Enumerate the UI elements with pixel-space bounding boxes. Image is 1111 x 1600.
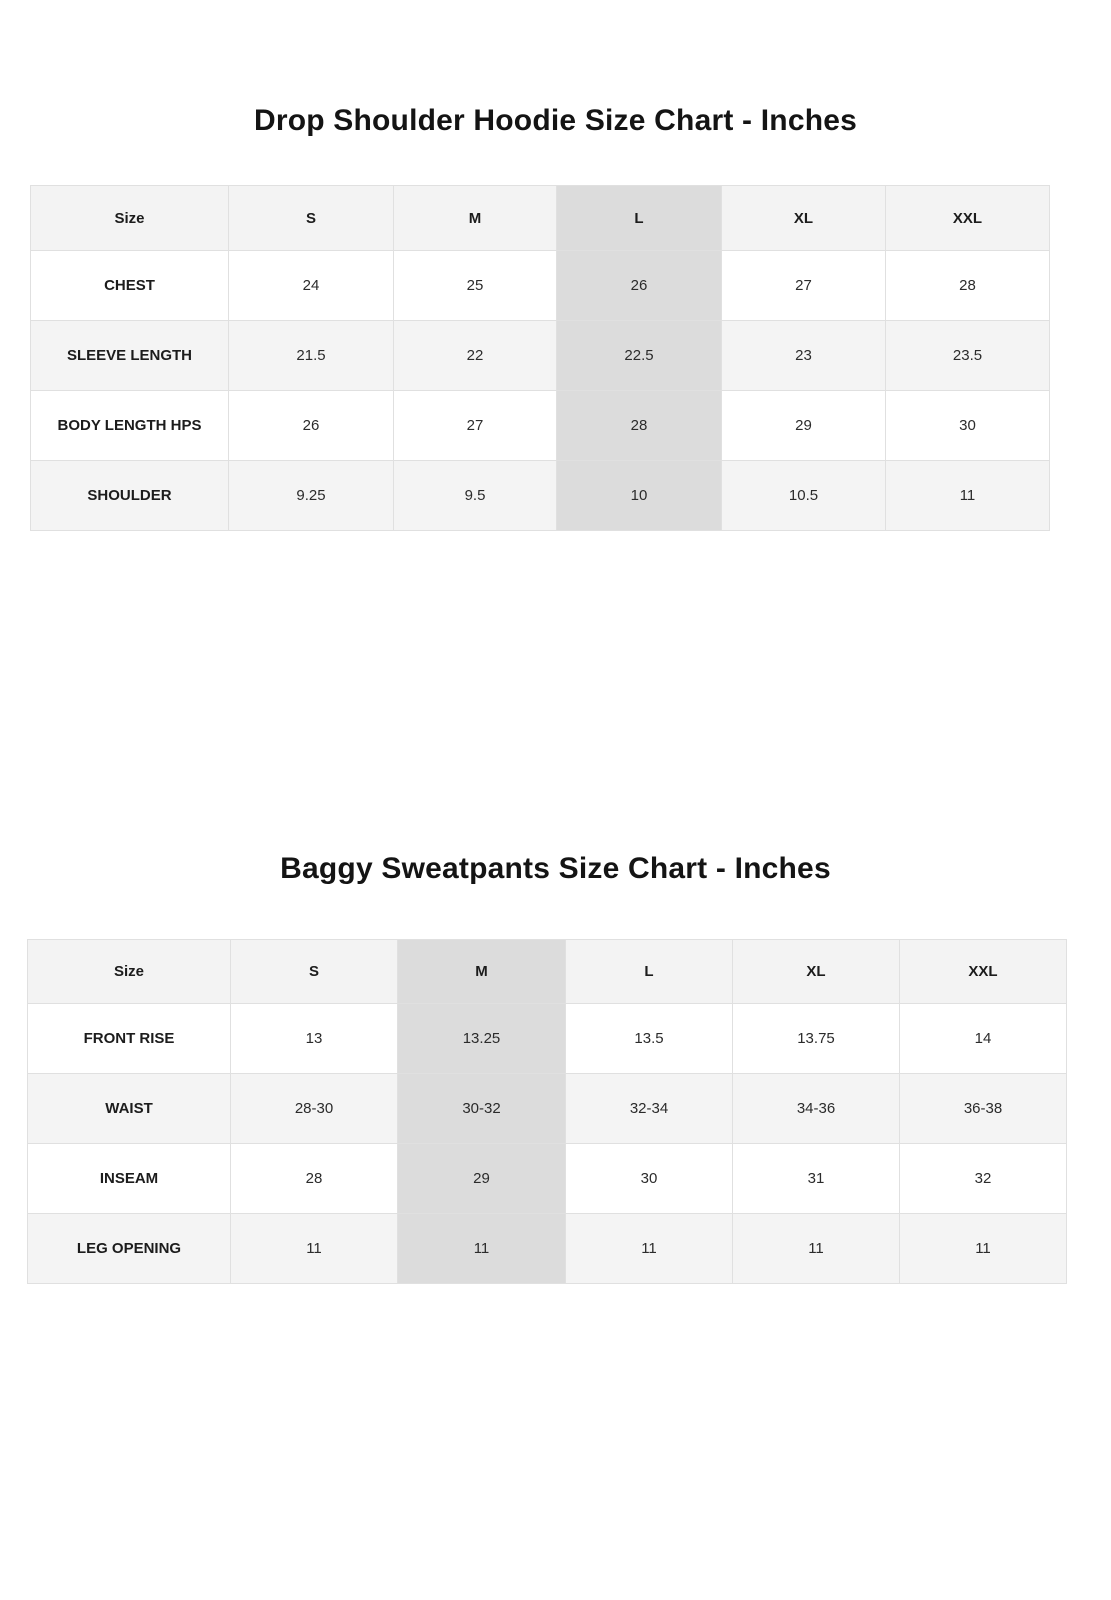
- size-value-cell: 27: [722, 251, 886, 321]
- table-row-front-rise: [28, 1004, 1067, 1074]
- size-value-cell: 14: [900, 1004, 1067, 1074]
- size-value-cell: 25: [394, 251, 557, 321]
- size-value-cell: 28: [886, 251, 1050, 321]
- size-value-cell: 13.5: [566, 1004, 733, 1074]
- size-value-cell: 32-34: [566, 1074, 733, 1144]
- table-row-inseam: [28, 1144, 1067, 1214]
- size-value-cell: 27: [394, 391, 557, 461]
- column-header-xl: XL: [722, 186, 886, 251]
- size-value-cell: 28: [231, 1144, 398, 1214]
- size-value-cell-highlighted: 30-32: [398, 1074, 566, 1144]
- row-label: SHOULDER: [31, 461, 229, 531]
- column-header-xxl: XXL: [886, 186, 1050, 251]
- column-header-xxl: XXL: [900, 940, 1067, 1004]
- column-header-m-highlighted: M: [398, 940, 566, 1004]
- size-value-cell: 31: [733, 1144, 900, 1214]
- row-label: BODY LENGTH HPS: [31, 391, 229, 461]
- row-label: INSEAM: [28, 1144, 231, 1214]
- table-row-body-length-hps: [31, 391, 1050, 461]
- hoodie-header-row: [31, 186, 1050, 251]
- column-header-xl: XL: [733, 940, 900, 1004]
- size-value-cell-highlighted: 13.25: [398, 1004, 566, 1074]
- table-row-sleeve-length: [31, 321, 1050, 391]
- column-header-size: Size: [28, 940, 231, 1004]
- size-value-cell: 36-38: [900, 1074, 1067, 1144]
- size-value-cell-highlighted: 26: [557, 251, 722, 321]
- hoodie-chart-title: Drop Shoulder Hoodie Size Chart - Inches: [253, 104, 858, 137]
- size-value-cell: 28-30: [231, 1074, 398, 1144]
- size-value-cell: 9.25: [229, 461, 394, 531]
- size-value-cell-highlighted: 22.5: [557, 321, 722, 391]
- size-value-cell: 11: [900, 1214, 1067, 1284]
- size-value-cell: 22: [394, 321, 557, 391]
- table-row-chest: [31, 251, 1050, 321]
- sweatpants-size-chart-table: [27, 939, 1067, 1284]
- size-value-cell: 30: [566, 1144, 733, 1214]
- row-label: FRONT RISE: [28, 1004, 231, 1074]
- size-value-cell: 30: [886, 391, 1050, 461]
- column-header-m: M: [394, 186, 557, 251]
- size-value-cell-highlighted: 10: [557, 461, 722, 531]
- column-header-l-highlighted: L: [557, 186, 722, 251]
- size-value-cell: 29: [722, 391, 886, 461]
- sweatpants-chart-title: Baggy Sweatpants Size Chart - Inches: [280, 852, 831, 885]
- table-row-waist: [28, 1074, 1067, 1144]
- size-value-cell: 11: [886, 461, 1050, 531]
- size-value-cell: 32: [900, 1144, 1067, 1214]
- size-value-cell: 9.5: [394, 461, 557, 531]
- size-value-cell: 23.5: [886, 321, 1050, 391]
- table-row-shoulder: [31, 461, 1050, 531]
- column-header-s: S: [231, 940, 398, 1004]
- table-row-leg-opening: [28, 1214, 1067, 1284]
- row-label: WAIST: [28, 1074, 231, 1144]
- column-header-l: L: [566, 940, 733, 1004]
- size-value-cell-highlighted: 11: [398, 1214, 566, 1284]
- size-value-cell: 11: [231, 1214, 398, 1284]
- row-label: SLEEVE LENGTH: [31, 321, 229, 391]
- size-value-cell: 13.75: [733, 1004, 900, 1074]
- size-value-cell: 13: [231, 1004, 398, 1074]
- column-header-size: Size: [31, 186, 229, 251]
- size-value-cell: 11: [566, 1214, 733, 1284]
- size-value-cell: 23: [722, 321, 886, 391]
- size-value-cell-highlighted: 28: [557, 391, 722, 461]
- size-value-cell: 24: [229, 251, 394, 321]
- size-value-cell: 10.5: [722, 461, 886, 531]
- row-label: LEG OPENING: [28, 1214, 231, 1284]
- column-header-s: S: [229, 186, 394, 251]
- size-value-cell: 21.5: [229, 321, 394, 391]
- hoodie-size-chart-table: [30, 185, 1050, 531]
- sweatpants-header-row: [28, 940, 1067, 1004]
- size-value-cell-highlighted: 29: [398, 1144, 566, 1214]
- row-label: CHEST: [31, 251, 229, 321]
- size-value-cell: 11: [733, 1214, 900, 1284]
- size-value-cell: 26: [229, 391, 394, 461]
- size-value-cell: 34-36: [733, 1074, 900, 1144]
